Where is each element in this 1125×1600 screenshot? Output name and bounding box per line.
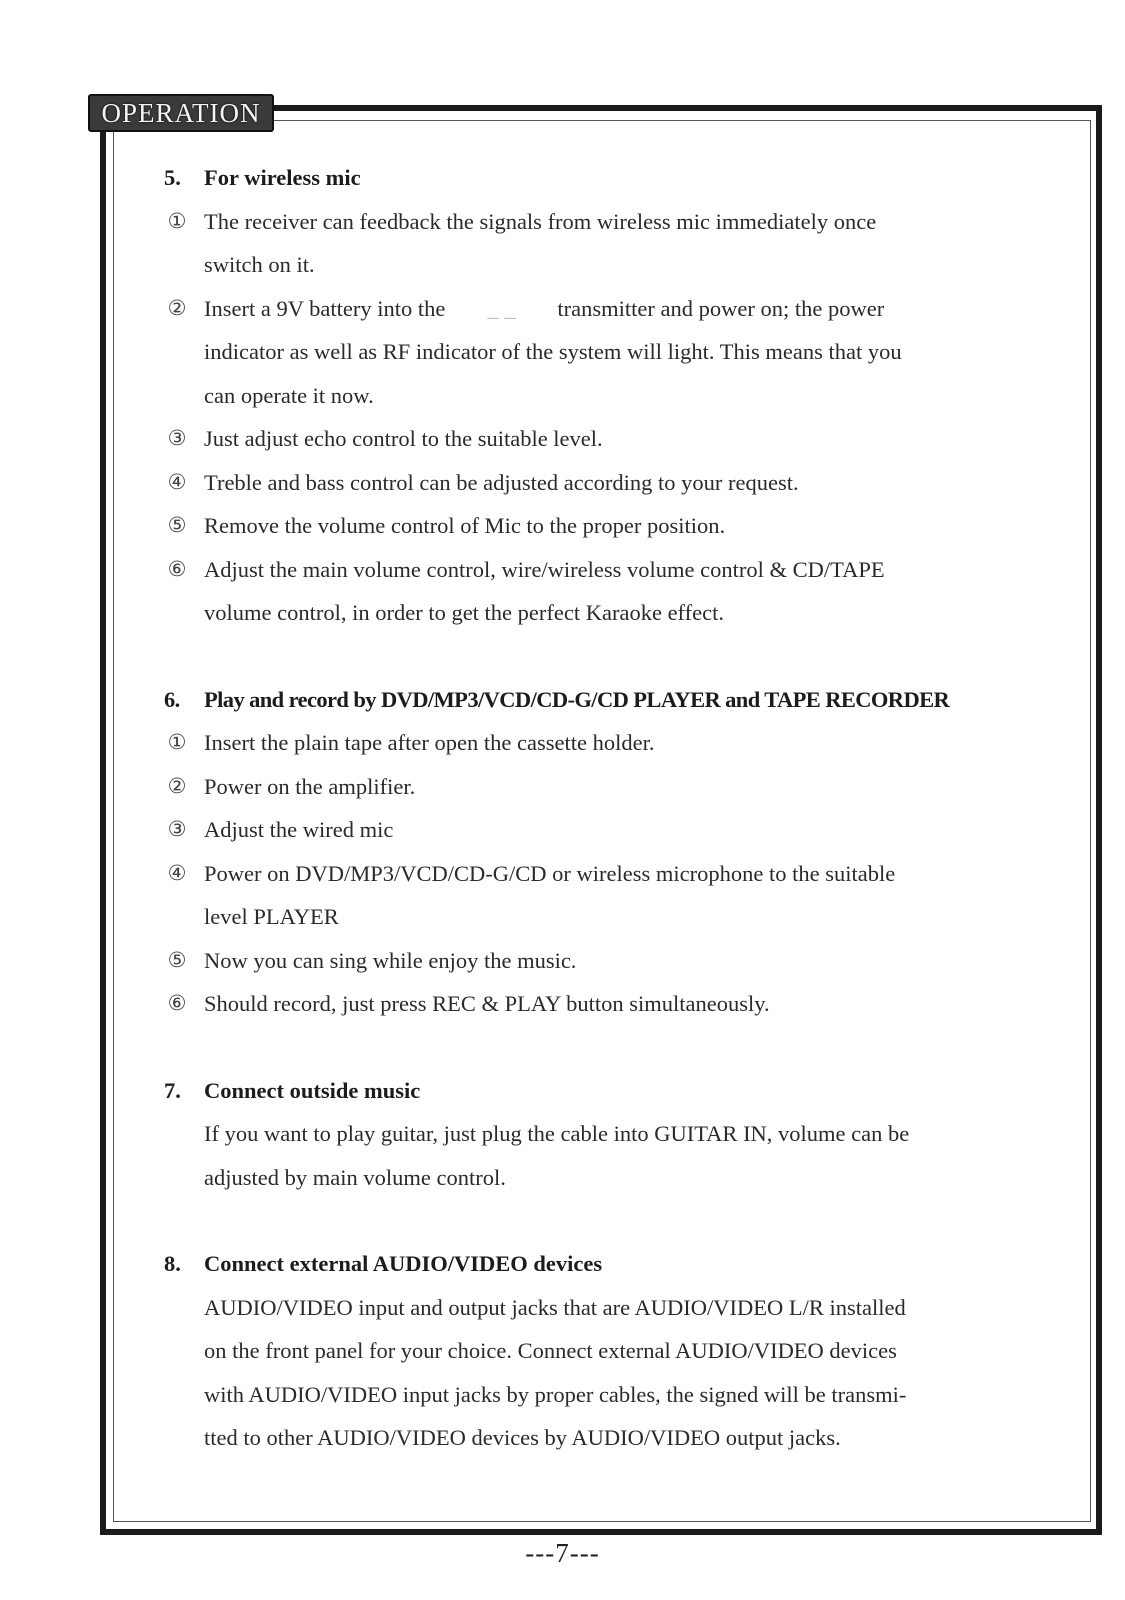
section-5-heading: 5. For wireless mic: [164, 165, 361, 190]
list-item: ③ Just adjust echo control to the suitable level.: [162, 417, 1062, 461]
section-6-heading: 6. Play and record by DVD/MP3/VCD/CD-G/CD PLAYER and TAPE RECORDER: [164, 686, 950, 712]
circled-number-icon: ①: [167, 730, 187, 754]
section-8-body: AUDIO/VIDEO input and output jacks that are AUDIO/VIDEO L/R installed on the front panel for your choice. Connect external AUDIO/VIDEO devices with AUDIO/VIDEO input jacks by proper cables, the signed will be transmi- tted to other AUDIO/VIDEO devices by AUDIO/VIDEO output jacks.: [204, 1294, 907, 1450]
circled-number-icon: ⑥: [167, 991, 187, 1015]
section-7-heading: 7. Connect outside music: [164, 1077, 421, 1103]
circled-number-icon: ⑥: [167, 556, 187, 581]
circled-number-icon: ④: [167, 860, 187, 885]
circled-number-icon: ③: [167, 817, 187, 841]
section-tab-label: OPERATION: [101, 97, 261, 128]
list-item: ① Insert the plain tape after open the cassette holder.: [162, 721, 1062, 765]
list-item: ⑥ Should record, just press REC & PLAY button simultaneously.: [162, 982, 1062, 1026]
circled-number-icon: ②: [167, 295, 187, 320]
list-item: ② Insert a 9V battery into the _ _ transmitter and power on; the power indicator as well as RF indicator of the system will light. This means that you can operate it now.: [162, 287, 1062, 418]
list-item: ⑤ Now you can sing while enjoy the music.: [162, 939, 1062, 983]
circled-number-icon: ④: [167, 469, 187, 494]
page-number: ---7---: [525, 1538, 600, 1568]
blank-gap: _ _: [487, 295, 516, 321]
list-item: ③ Adjust the wired mic: [162, 808, 1062, 852]
circled-number-icon: ②: [167, 773, 187, 798]
circled-number-icon: ③: [167, 426, 187, 450]
list-item: ① The receiver can feedback the signals from wireless mic immediately once switch on it.: [162, 200, 1062, 287]
list-item: ② Power on the amplifier.: [162, 765, 1062, 809]
section-tab: [88, 94, 274, 132]
section-7-body: If you want to play guitar, just plug the cable into GUITAR IN, volume can be adjusted by main volume control.: [204, 1121, 910, 1190]
section-8-heading: 8. Connect external AUDIO/VIDEO devices: [164, 1251, 603, 1276]
list-item: ⑤ Remove the volume control of Mic to the proper position.: [162, 504, 1062, 548]
list-item: ④ Treble and bass control can be adjusted according to your request.: [162, 461, 1062, 505]
circled-number-icon: ⑤: [167, 947, 187, 972]
page-content: [162, 156, 1062, 1460]
list-item: ⑥ Adjust the main volume control, wire/wireless volume control & CD/TAPE volume control, in order to get the perfect Karaoke effect.: [162, 548, 1062, 635]
list-item: ④ Power on DVD/MP3/VCD/CD-G/CD or wireless microphone to the suitable level PLAYER: [162, 852, 1062, 939]
circled-number-icon: ⑤: [167, 513, 187, 537]
circled-number-icon: ①: [167, 208, 187, 233]
